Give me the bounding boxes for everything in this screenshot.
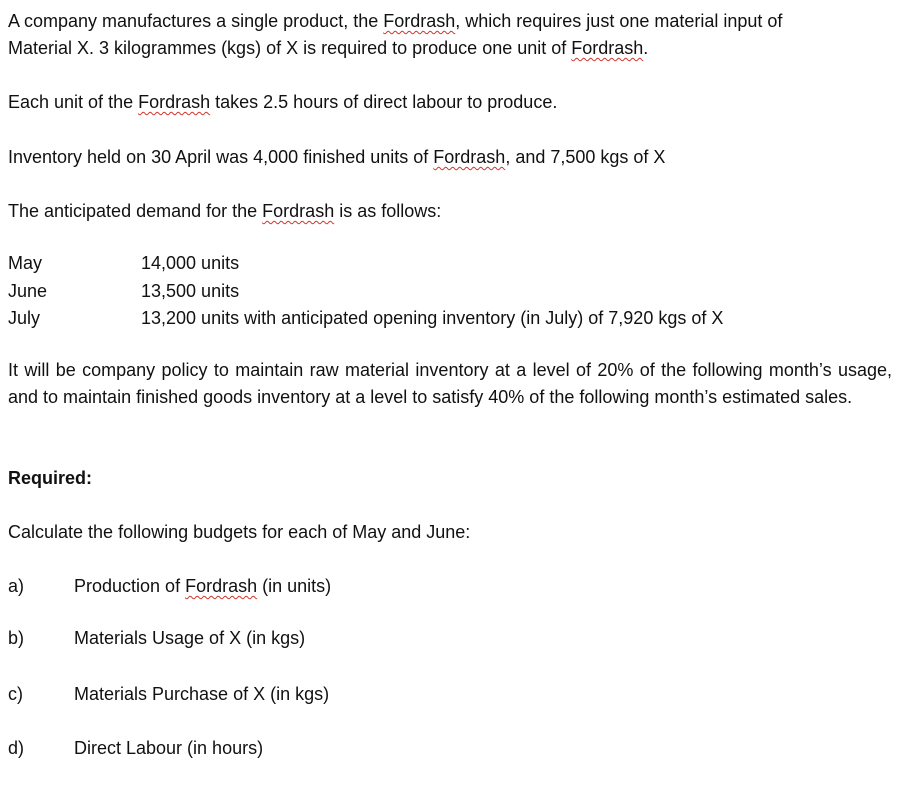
inventory-line (8, 144, 898, 171)
requirement-letter: c) (8, 684, 23, 704)
demand-quantity: 14,000 units (141, 253, 240, 273)
requirement-letter: b) (8, 628, 25, 648)
calc-instruction: Calculate the following budgets for each of May and June: (8, 522, 471, 542)
policy-paragraph: It will be company policy to maintain raw material inventory at a level of 20% of the following month’s usage, and to maintain finished goods inventory at a level to satisfy 40% of the following month’s estimated sales. (8, 360, 892, 407)
intro-line-2 (8, 35, 898, 62)
demand-quantity: 13,500 units (141, 281, 240, 301)
product-name: Fordrash (262, 201, 335, 221)
intro-text: . (643, 38, 649, 58)
labour-text: Each unit of the (8, 92, 139, 112)
intro-line-1 (8, 8, 898, 35)
requirement-text: Materials Purchase of X (in kgs) (74, 684, 330, 704)
requirement-text (74, 573, 331, 600)
requirement-text: Direct Labour (in hours) (74, 738, 264, 758)
intro-text: Material X. 3 kilogrammes (kgs) of X is required to produce one unit of (8, 38, 572, 58)
demand-intro-text: The anticipated demand for the (8, 201, 263, 221)
demand-intro-text: is as follows: (334, 201, 442, 221)
labour-text: takes 2.5 hours of direct labour to produce. (210, 92, 558, 112)
product-name: Fordrash (138, 92, 211, 112)
product-name: Fordrash (433, 147, 506, 167)
requirement-text-part: (in units) (257, 576, 332, 596)
requirement-text: Materials Usage of X (in kgs) (74, 628, 306, 648)
product-name: Fordrash (185, 576, 258, 596)
demand-month: May (8, 253, 43, 273)
demand-intro-line (8, 198, 898, 225)
inventory-text: Inventory held on 30 April was 4,000 finished units of (8, 147, 434, 167)
product-name: Fordrash (571, 38, 644, 58)
requirement-letter: d) (8, 738, 25, 758)
intro-text: , which requires just one material input of (455, 11, 783, 31)
demand-month: July (8, 308, 41, 328)
demand-month: June (8, 281, 48, 301)
demand-quantity: 13,200 units with anticipated opening inventory (in July) of 7,920 kgs of X (141, 308, 724, 328)
required-heading: Required: (8, 468, 93, 488)
inventory-text: , and 7,500 kgs of X (505, 147, 666, 167)
requirement-text-part: Production of (74, 576, 186, 596)
requirement-letter: a) (8, 576, 25, 596)
intro-text: A company manufactures a single product, the (8, 11, 384, 31)
product-name: Fordrash (383, 11, 456, 31)
labour-line (8, 89, 898, 116)
